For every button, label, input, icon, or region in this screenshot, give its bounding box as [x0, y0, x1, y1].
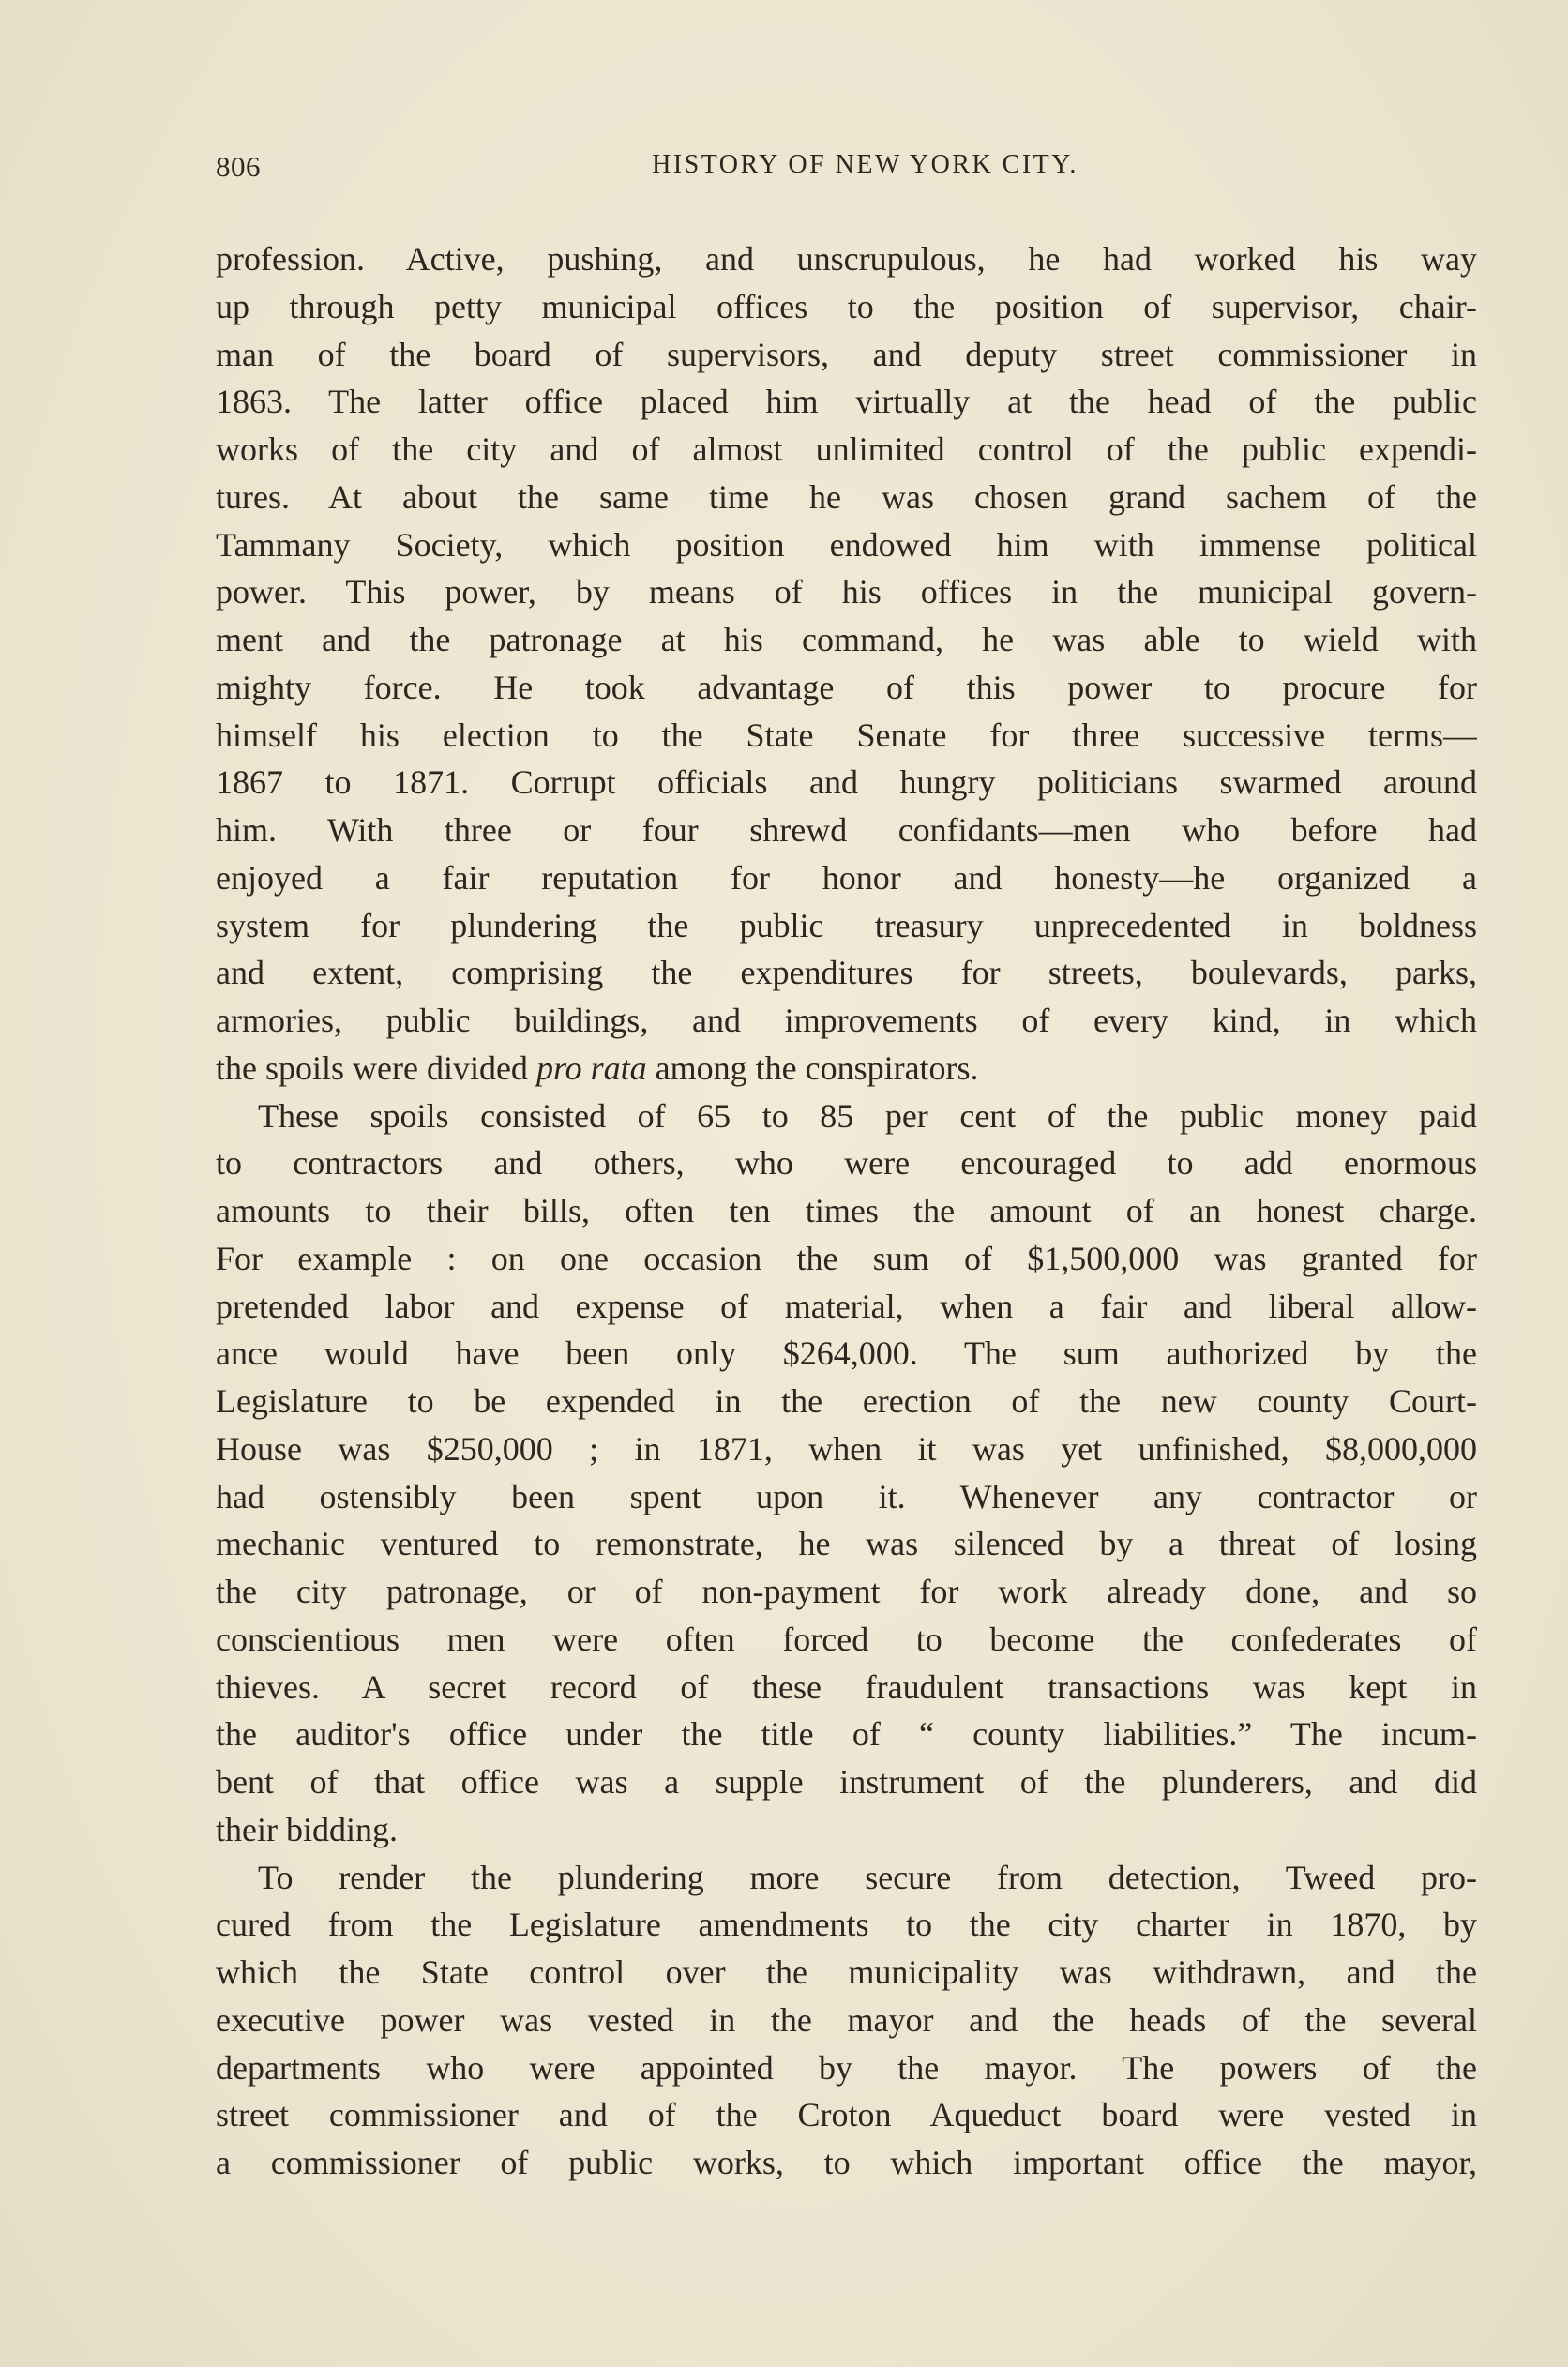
text-line: profession. Active, pushing, and unscrupulous, he had worked his way — [216, 240, 1477, 278]
text-run: the spoils were divided — [216, 1048, 536, 1087]
text-line: departments who were appointed by the mayor. The powers of the — [216, 2048, 1477, 2087]
text-line: to contractors and others, who were encouraged to add enormous — [216, 1144, 1477, 1183]
text-line: bent of that office was a supple instrument of the plunderers, and did — [216, 1763, 1477, 1801]
text-run: among the conspirators. — [646, 1048, 979, 1087]
text-line: armories, public buildings, and improvements of every kind, in which — [216, 1002, 1477, 1039]
text-line: ance would have been only $264,000. The sum authorized by the — [216, 1334, 1477, 1373]
text-line: 1867 to 1871. Corrupt officials and hungry politicians swarmed around — [216, 763, 1477, 802]
text-line: him. With three or four shrewd confidants—men who before had — [216, 811, 1477, 849]
text-line: thieves. A secret record of these fraudulent transactions was kept in — [216, 1667, 1477, 1706]
text-line: 1863. The latter office placed him virtually at the head of the public — [216, 383, 1477, 421]
text-line: himself his election to the State Senate for three successive terms— — [216, 716, 1477, 754]
text-line: conscientious men were often forced to become the confederates of — [216, 1620, 1477, 1658]
text-line: which the State control over the municipality was withdrawn, and the — [216, 1953, 1477, 1991]
text-line: executive power was vested in the mayor and the heads of the several — [216, 2000, 1477, 2039]
text-line: the auditor's office under the title of “ county liabilities.” The incum- — [216, 1715, 1477, 1754]
text-line: and extent, comprising the expenditures for streets, boulevards, parks, — [216, 954, 1477, 992]
running-title: HISTORY OF NEW YORK CITY. — [652, 150, 1078, 179]
text-line: ment and the patronage at his command, he was able to wield with — [216, 621, 1477, 658]
text-line: up through petty municipal offices to the position of supervisor, chair- — [216, 287, 1477, 325]
text-line: system for plundering the public treasury unprecedented in boldness — [216, 906, 1477, 944]
text-line: enjoyed a fair reputation for honor and honesty—he organized a — [216, 858, 1477, 897]
italic-phrase: pro rata — [535, 1048, 647, 1087]
text-line: the city patronage, or of non-payment for work already done, and so — [216, 1573, 1477, 1610]
paragraph-start-line: These spoils consisted of 65 to 85 per cent of the public money paid — [258, 1096, 1477, 1135]
page-header — [216, 150, 1477, 191]
paragraph-end-line: their bidding. — [216, 1810, 398, 1848]
text-line: mechanic ventured to remonstrate, he was silenced by a threat of losing — [216, 1525, 1477, 1563]
text-line: street commissioner and of the Croton Aqueduct board were vested in — [216, 2096, 1477, 2134]
text-line: works of the city and of almost unlimited control of the public expendi- — [216, 430, 1477, 468]
body-text — [216, 235, 1477, 2187]
text-line: cured from the Legislature amendments to the city charter in 1870, by — [216, 1906, 1477, 1944]
text-line: Tammany Society, which position endowed him with immense political — [216, 525, 1477, 564]
text-line: tures. At about the same time he was chosen grand sachem of the — [216, 477, 1477, 516]
text-line: man of the board of supervisors, and deputy street commissioner in — [216, 335, 1477, 373]
text-line: House was $250,000 ; in 1871, when it was yet unfinished, $8,000,000 — [216, 1429, 1477, 1468]
text-line: a commissioner of public works, to which important office the mayor, — [216, 2144, 1477, 2181]
text-line: amounts to their bills, often ten times the amount of an honest charge. — [216, 1192, 1477, 1229]
text-line: had ostensibly been spent upon it. Whenever any contractor or — [216, 1477, 1477, 1515]
paragraph-start-line: To render the plundering more secure from detection, Tweed pro- — [258, 1858, 1477, 1896]
text-line: mighty force. He took advantage of this power to procure for — [216, 668, 1477, 706]
text-line: For example : on one occasion the sum of $1,500,000 was granted for — [216, 1239, 1477, 1277]
text-line: power. This power, by means of his offices in the municipal govern- — [216, 573, 1477, 611]
page-number: 806 — [216, 150, 261, 183]
text-line: pretended labor and expense of material, when a fair and liberal allow- — [216, 1287, 1477, 1325]
text-line-with-italic — [216, 1045, 1477, 1093]
text-line: Legislature to be expended in the erection of the new county Court- — [216, 1382, 1477, 1420]
